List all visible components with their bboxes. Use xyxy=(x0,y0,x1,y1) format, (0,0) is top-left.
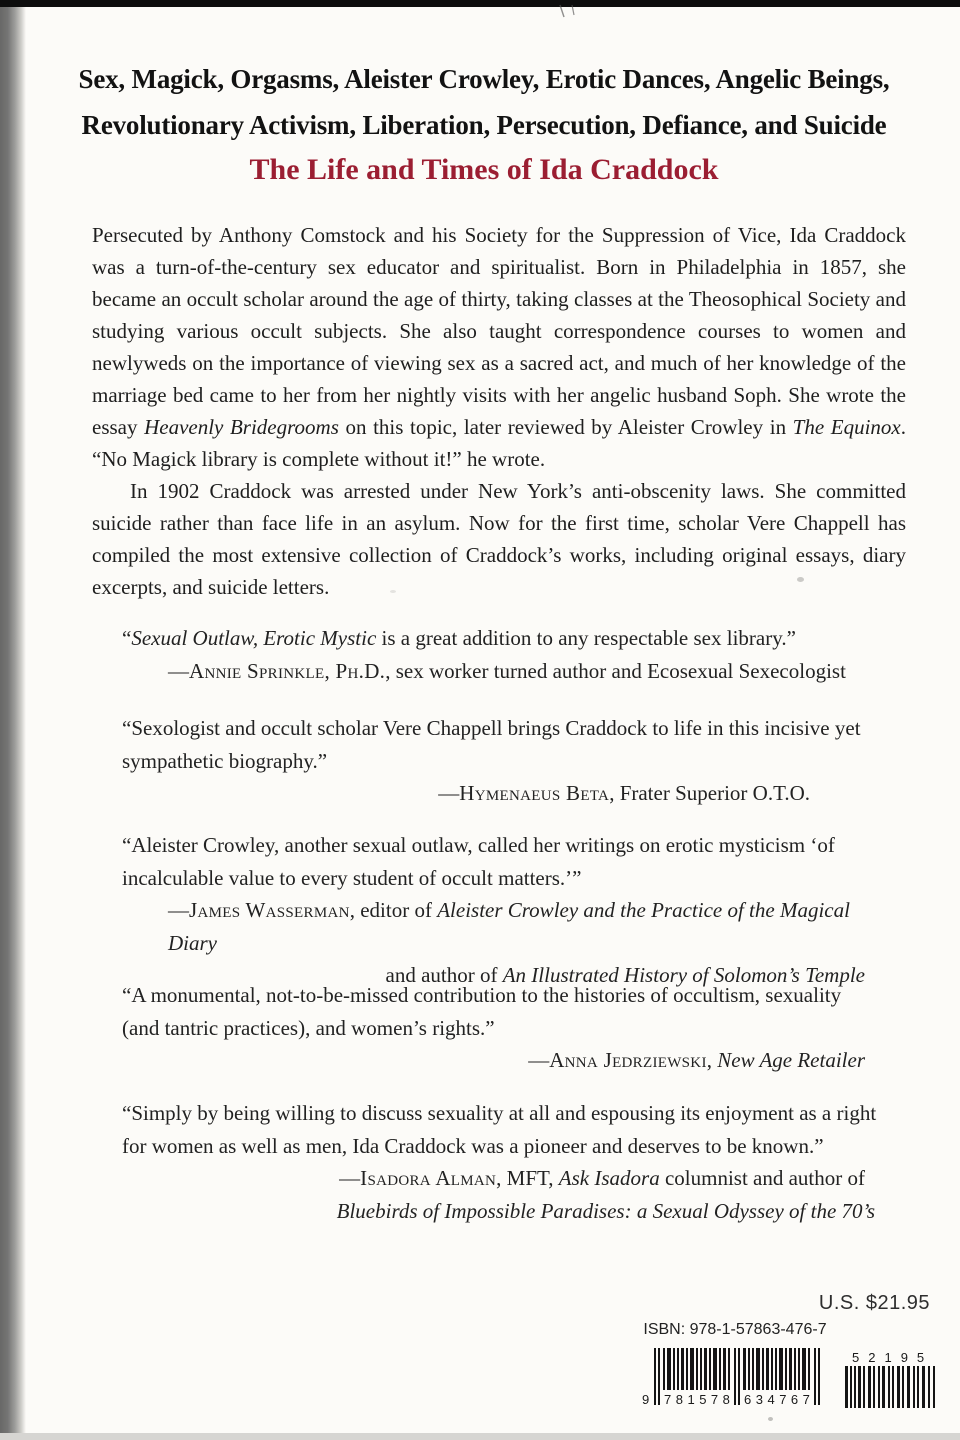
blurb-attribution-line-2: Bluebirds of Impossible Paradises: a Sexual Odyssey of the 70’s xyxy=(336,1198,875,1223)
blurb-quote: “Aleister Crowley, another sexual outlaw, called her writings on erotic mysticism ‘of incalculable value to every student of occult matters.’” xyxy=(122,833,835,890)
blurb-attribution: —Isadora Alman, MFT, Ask Isadora columnist and author of xyxy=(339,1166,865,1190)
price-addon-barcode xyxy=(845,1350,939,1413)
review-blurb xyxy=(122,979,878,1077)
scan-edge-bottom xyxy=(0,1433,960,1440)
blurb-attribution: —Anna Jedrziewski, New Age Retailer xyxy=(528,1048,865,1072)
headline-line-1: Sex, Magick, Orgasms, Aleister Crowley, Erotic Dances, Angelic Beings, xyxy=(78,64,890,94)
isbn-label: ISBN: 978-1-57863-476-7 xyxy=(643,1321,827,1338)
blurb-quote: “Sexual Outlaw, Erotic Mystic is a great addition to any respectable sex library.” xyxy=(122,626,796,650)
blurb-quote: “A monumental, not-to-be-missed contribution to the histories of occultism, sexuality (and tantric practices), and women’s rights.” xyxy=(122,983,842,1040)
description-paragraph-2: In 1902 Craddock was arrested under New York’s anti-obscenity laws. She committed suicide rather than face life in an asylum. Now for the first time, scholar Vere Chappell has compiled the most extensive collection of Craddock’s works, including original essays, diary excerpts, and suicide letters. xyxy=(92,479,906,599)
book-subtitle: The Life and Times of Ida Craddock xyxy=(249,153,719,186)
review-blurb xyxy=(122,829,878,992)
scan-edge-left xyxy=(0,7,26,1440)
blurb-attribution-line-2: and author of An Illustrated History of Solomon’s Temple xyxy=(385,963,865,987)
blurb-quote: “Simply by being willing to discuss sexuality at all and espousing its enjoyment as a right for women as well as men, Ida Craddock was a pioneer and deserves to be known.” xyxy=(122,1101,877,1158)
description xyxy=(92,219,906,603)
isbn-barcode xyxy=(640,1348,830,1411)
scan-edge-top xyxy=(0,0,960,7)
scan-speck xyxy=(768,1417,773,1421)
review-blurb xyxy=(122,712,878,810)
barcode-digits-group-2: 634767 xyxy=(744,1392,815,1406)
addon-barcode-digits: 52195 xyxy=(852,1350,934,1365)
barcode-digit-leading: 9 xyxy=(642,1392,650,1406)
price-label: U.S. $21.95 xyxy=(818,1292,930,1314)
barcode-digits-group-1: 781578 xyxy=(664,1392,735,1406)
blurb-attribution: —Hymenaeus Beta, Frater Superior O.T.O. xyxy=(438,781,810,805)
review-blurb xyxy=(122,1097,878,1227)
headline xyxy=(48,56,920,148)
description-paragraph-1: Persecuted by Anthony Comstock and his Society for the Suppression of Vice, Ida Craddock was a turn-of-the-century sex educator and spiritualist. Born in Philadelphia in 1857, she became an occult scholar around the age of thirty, taking classes at the Theosophical Society and studying various occult subjects. She also taught correspondence courses to women and newlyweds on the importance of viewing sex as a sacred act, and much of her knowledge of the marriage bed came to her from her nightly visits with her angelic husband Soph. She wrote the essay Heavenly Bridegrooms on this topic, later reviewed by Aleister Crowley in The Equinox. “No Magick library is complete without it!” he wrote. xyxy=(92,223,907,471)
review-blurb xyxy=(122,622,878,687)
blurb-quote: “Sexologist and occult scholar Vere Chappell brings Craddock to life in this incisive yet sympathetic biography.” xyxy=(122,716,861,773)
headline-line-2: Revolutionary Activism, Liberation, Persecution, Defiance, and Suicide xyxy=(81,110,887,140)
blurb-attribution: —James Wasserman, editor of Aleister Crowley and the Practice of the Magical Diary xyxy=(168,898,850,955)
blurb-attribution: —Annie Sprinkle, Ph.D., sex worker turned author and Ecosexual Sexecologist xyxy=(168,658,846,683)
scan-tick-marks xyxy=(552,3,582,21)
